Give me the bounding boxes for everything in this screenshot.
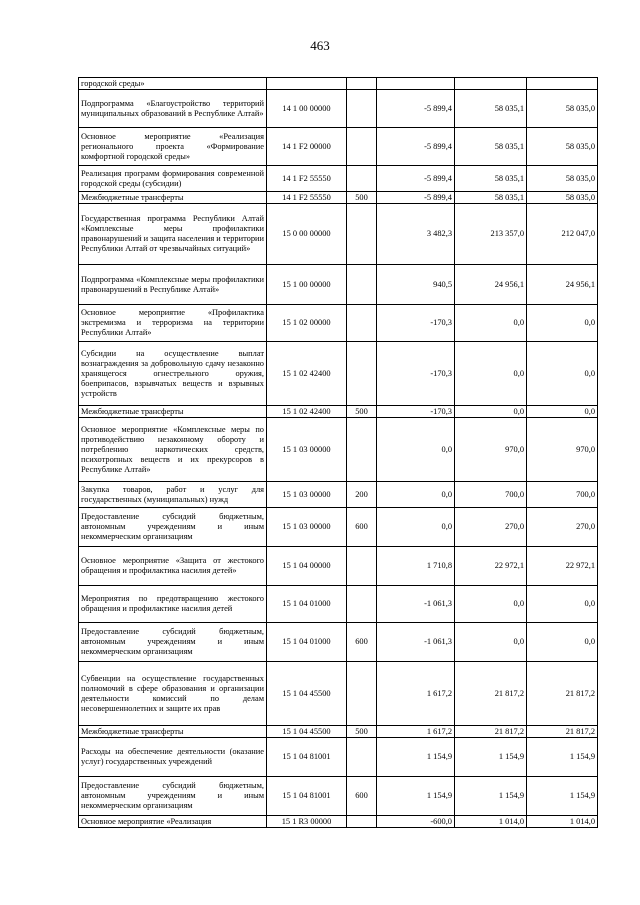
row-name-cell: Основное мероприятие «Комплексные меры по противодействию незаконному обороту и потреблению наркотических средств, психотропных веществ и их прекурсоров в Республике Алтай» bbox=[79, 418, 267, 482]
row-name-cell: Межбюджетные трансферты bbox=[79, 192, 267, 204]
table-row bbox=[79, 204, 598, 265]
row-name-cell: Субвенции на осуществление государственных полномочий в сфере образования и организации деятельности комиссий по делам несовершеннолетних и защите их прав bbox=[79, 662, 267, 726]
row-value-2-cell: 22 972,1 bbox=[455, 547, 527, 586]
row-code-cell: 15 1 02 00000 bbox=[267, 305, 347, 342]
row-value-1-cell: -5 899,4 bbox=[377, 90, 455, 128]
row-name-cell: Основное мероприятие «Реализация bbox=[79, 816, 267, 828]
row-code-cell: 15 1 04 01000 bbox=[267, 623, 347, 662]
row-value-1-cell: -170,3 bbox=[377, 406, 455, 418]
row-expense-type-cell bbox=[347, 305, 377, 342]
row-expense-type-cell bbox=[347, 738, 377, 777]
row-value-3-cell: 22 972,1 bbox=[527, 547, 598, 586]
row-code-cell: 15 1 03 00000 bbox=[267, 508, 347, 547]
row-name-cell: Подпрограмма «Комплексные меры профилактики правонарушений в Республике Алтай» bbox=[79, 265, 267, 305]
row-value-3-cell: 1 154,9 bbox=[527, 738, 598, 777]
table-row bbox=[79, 406, 598, 418]
row-name-cell: Предоставление субсидий бюджетным, автономным учреждениям и иным некоммерческим организациям bbox=[79, 777, 267, 816]
row-name-cell: Мероприятия по предотвращению жестокого обращения и профилактике насилия детей bbox=[79, 586, 267, 623]
table-row bbox=[79, 508, 598, 547]
row-code-cell: 14 1 F2 00000 bbox=[267, 128, 347, 166]
row-value-2-cell: 1 154,9 bbox=[455, 738, 527, 777]
row-code-cell: 15 1 00 00000 bbox=[267, 265, 347, 305]
row-expense-type-cell: 600 bbox=[347, 623, 377, 662]
table-row bbox=[79, 777, 598, 816]
row-value-1-cell: 1 154,9 bbox=[377, 777, 455, 816]
row-name-cell: Основное мероприятие «Реализация регионального проекта «Формирование комфортной городской среды» bbox=[79, 128, 267, 166]
row-value-2-cell: 0,0 bbox=[455, 342, 527, 406]
row-value-1-cell: 3 482,3 bbox=[377, 204, 455, 265]
row-expense-type-cell: 500 bbox=[347, 192, 377, 204]
row-value-3-cell bbox=[527, 78, 598, 90]
row-expense-type-cell bbox=[347, 816, 377, 828]
row-name-cell: Государственная программа Республики Алтай «Комплексные меры профилактики правонарушений и защита населения и территории Республики Алтай от чрезвычайных ситуаций» bbox=[79, 204, 267, 265]
row-expense-type-cell bbox=[347, 78, 377, 90]
row-value-2-cell: 970,0 bbox=[455, 418, 527, 482]
budget-table-body bbox=[79, 78, 598, 828]
row-value-2-cell: 58 035,1 bbox=[455, 192, 527, 204]
row-value-2-cell: 270,0 bbox=[455, 508, 527, 547]
page-number: 463 bbox=[310, 38, 330, 53]
row-code-cell: 15 0 00 00000 bbox=[267, 204, 347, 265]
row-value-3-cell: 1 154,9 bbox=[527, 777, 598, 816]
row-value-3-cell: 0,0 bbox=[527, 623, 598, 662]
table-row bbox=[79, 418, 598, 482]
row-code-cell: 15 1 02 42400 bbox=[267, 406, 347, 418]
row-expense-type-cell bbox=[347, 128, 377, 166]
row-value-3-cell: 0,0 bbox=[527, 342, 598, 406]
row-value-2-cell: 0,0 bbox=[455, 406, 527, 418]
row-value-1-cell: -600,0 bbox=[377, 816, 455, 828]
row-expense-type-cell: 500 bbox=[347, 406, 377, 418]
row-value-2-cell: 1 014,0 bbox=[455, 816, 527, 828]
row-code-cell: 15 1 04 81001 bbox=[267, 777, 347, 816]
row-code-cell bbox=[267, 78, 347, 90]
row-value-1-cell: 0,0 bbox=[377, 508, 455, 547]
row-value-3-cell: 212 047,0 bbox=[527, 204, 598, 265]
row-value-3-cell: 58 035,0 bbox=[527, 90, 598, 128]
row-value-2-cell: 700,0 bbox=[455, 482, 527, 508]
row-expense-type-cell bbox=[347, 342, 377, 406]
row-value-3-cell: 0,0 bbox=[527, 305, 598, 342]
row-value-2-cell: 58 035,1 bbox=[455, 128, 527, 166]
table-row bbox=[79, 90, 598, 128]
table-row bbox=[79, 305, 598, 342]
table-row bbox=[79, 265, 598, 305]
row-value-3-cell: 1 014,0 bbox=[527, 816, 598, 828]
row-expense-type-cell bbox=[347, 265, 377, 305]
row-value-3-cell: 58 035,0 bbox=[527, 192, 598, 204]
row-value-1-cell: 1 154,9 bbox=[377, 738, 455, 777]
row-value-1-cell: 1 617,2 bbox=[377, 662, 455, 726]
row-value-1-cell: 0,0 bbox=[377, 418, 455, 482]
row-value-1-cell: 0,0 bbox=[377, 482, 455, 508]
row-code-cell: 15 1 04 00000 bbox=[267, 547, 347, 586]
row-expense-type-cell bbox=[347, 586, 377, 623]
row-code-cell: 15 1 04 45500 bbox=[267, 726, 347, 738]
table-row bbox=[79, 342, 598, 406]
table-row bbox=[79, 586, 598, 623]
row-value-3-cell: 700,0 bbox=[527, 482, 598, 508]
row-name-cell: городской среды» bbox=[79, 78, 267, 90]
row-expense-type-cell: 500 bbox=[347, 726, 377, 738]
row-value-2-cell: 0,0 bbox=[455, 305, 527, 342]
row-value-3-cell: 270,0 bbox=[527, 508, 598, 547]
row-value-3-cell: 0,0 bbox=[527, 586, 598, 623]
row-name-cell: Предоставление субсидий бюджетным, автономным учреждениям и иным некоммерческим организациям bbox=[79, 508, 267, 547]
row-value-2-cell: 21 817,2 bbox=[455, 662, 527, 726]
table-row bbox=[79, 738, 598, 777]
row-value-3-cell: 21 817,2 bbox=[527, 662, 598, 726]
row-value-1-cell: -5 899,4 bbox=[377, 128, 455, 166]
row-value-2-cell: 58 035,1 bbox=[455, 166, 527, 192]
row-value-2-cell: 24 956,1 bbox=[455, 265, 527, 305]
row-expense-type-cell bbox=[347, 662, 377, 726]
row-value-3-cell: 24 956,1 bbox=[527, 265, 598, 305]
row-expense-type-cell bbox=[347, 547, 377, 586]
row-value-1-cell: -1 061,3 bbox=[377, 623, 455, 662]
row-code-cell: 14 1 F2 55550 bbox=[267, 192, 347, 204]
row-value-3-cell: 58 035,0 bbox=[527, 166, 598, 192]
table-row bbox=[79, 547, 598, 586]
row-name-cell: Субсидии на осуществление выплат вознаграждения за добровольную сдачу незаконно хранящегося огнестрельного оружия, боеприпасов, взрывчатых веществ и взрывных устройств bbox=[79, 342, 267, 406]
row-name-cell: Основное мероприятие «Защита от жестокого обращения и профилактика насилия детей» bbox=[79, 547, 267, 586]
table-row bbox=[79, 662, 598, 726]
row-code-cell: 14 1 00 00000 bbox=[267, 90, 347, 128]
row-name-cell: Межбюджетные трансферты bbox=[79, 406, 267, 418]
row-expense-type-cell bbox=[347, 204, 377, 265]
row-value-2-cell: 58 035,1 bbox=[455, 90, 527, 128]
row-value-2-cell: 0,0 bbox=[455, 586, 527, 623]
row-value-2-cell: 21 817,2 bbox=[455, 726, 527, 738]
row-name-cell: Предоставление субсидий бюджетным, автономным учреждениям и иным некоммерческим организациям bbox=[79, 623, 267, 662]
row-value-2-cell: 213 357,0 bbox=[455, 204, 527, 265]
row-value-1-cell: 1 710,8 bbox=[377, 547, 455, 586]
row-expense-type-cell: 600 bbox=[347, 777, 377, 816]
row-value-1-cell: -5 899,4 bbox=[377, 192, 455, 204]
row-code-cell: 14 1 F2 55550 bbox=[267, 166, 347, 192]
table-row bbox=[79, 726, 598, 738]
row-code-cell: 15 1 04 81001 bbox=[267, 738, 347, 777]
row-expense-type-cell bbox=[347, 418, 377, 482]
row-code-cell: 15 1 R3 00000 bbox=[267, 816, 347, 828]
row-code-cell: 15 1 02 42400 bbox=[267, 342, 347, 406]
row-code-cell: 15 1 04 01000 bbox=[267, 586, 347, 623]
row-expense-type-cell: 600 bbox=[347, 508, 377, 547]
row-name-cell: Основное мероприятие «Профилактика экстремизма и терроризма на территории Республики Алтай» bbox=[79, 305, 267, 342]
row-value-2-cell: 1 154,9 bbox=[455, 777, 527, 816]
row-value-3-cell: 58 035,0 bbox=[527, 128, 598, 166]
table-row bbox=[79, 192, 598, 204]
row-name-cell: Расходы на обеспечение деятельности (оказание услуг) государственных учреждений bbox=[79, 738, 267, 777]
row-value-1-cell bbox=[377, 78, 455, 90]
row-name-cell: Межбюджетные трансферты bbox=[79, 726, 267, 738]
row-value-1-cell: 1 617,2 bbox=[377, 726, 455, 738]
table-row bbox=[79, 128, 598, 166]
row-name-cell: Реализация программ формирования современной городской среды (субсидии) bbox=[79, 166, 267, 192]
table-row bbox=[79, 623, 598, 662]
row-value-1-cell: -170,3 bbox=[377, 342, 455, 406]
row-value-3-cell: 970,0 bbox=[527, 418, 598, 482]
table-row bbox=[79, 166, 598, 192]
table-row bbox=[79, 78, 598, 90]
row-code-cell: 15 1 03 00000 bbox=[267, 418, 347, 482]
row-name-cell: Подпрограмма «Благоустройство территорий муниципальных образований в Республике Алтай» bbox=[79, 90, 267, 128]
row-name-cell: Закупка товаров, работ и услуг для государственных (муниципальных) нужд bbox=[79, 482, 267, 508]
row-value-2-cell bbox=[455, 78, 527, 90]
row-value-2-cell: 0,0 bbox=[455, 623, 527, 662]
row-value-1-cell: -170,3 bbox=[377, 305, 455, 342]
row-value-1-cell: -5 899,4 bbox=[377, 166, 455, 192]
row-value-1-cell: -1 061,3 bbox=[377, 586, 455, 623]
row-expense-type-cell bbox=[347, 90, 377, 128]
row-code-cell: 15 1 03 00000 bbox=[267, 482, 347, 508]
table-row bbox=[79, 816, 598, 828]
row-value-1-cell: 940,5 bbox=[377, 265, 455, 305]
row-value-3-cell: 21 817,2 bbox=[527, 726, 598, 738]
row-code-cell: 15 1 04 45500 bbox=[267, 662, 347, 726]
row-expense-type-cell bbox=[347, 166, 377, 192]
row-value-3-cell: 0,0 bbox=[527, 406, 598, 418]
row-expense-type-cell: 200 bbox=[347, 482, 377, 508]
budget-table bbox=[78, 77, 598, 828]
table-row bbox=[79, 482, 598, 508]
